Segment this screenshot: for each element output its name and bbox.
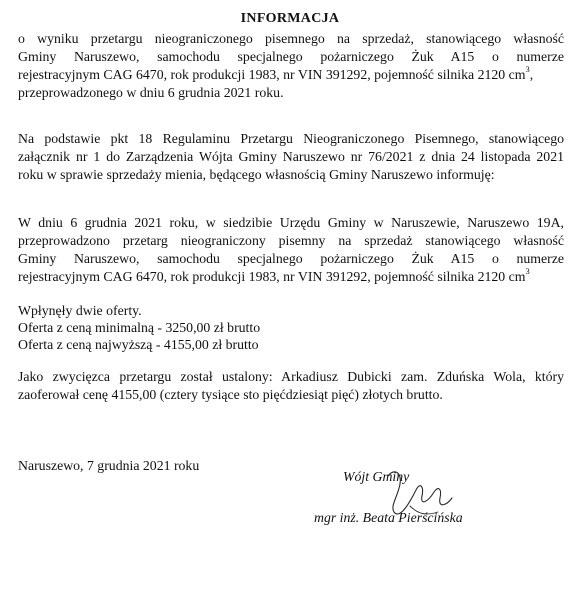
signature-name: mgr inż. Beata Pierścińska (314, 510, 463, 525)
winner-line-1: Jako zwycięzca przetargu został ustalony: Arkadiusz Dubicki zam. Zduńska Wola, który (18, 369, 564, 384)
details-line-4-text: rejestracyjnym CAG 6470, rok produkcji 1983, nr VIN 391292, pojemność silnika 2120 cm (18, 269, 526, 284)
winner-paragraph (18, 368, 564, 404)
intro-line-1: o wyniku przetargu nieograniczonego pisemnego na sprzedaż, stanowiącego własność (18, 31, 564, 46)
intro-line-2: Gminy Naruszewo, samochodu specjalnego pożarniczego Żuk A15 o numerze (18, 49, 564, 64)
details-paragraph (18, 214, 564, 286)
intro-line-3-end: , (529, 67, 534, 82)
intro-line-3 (18, 66, 564, 84)
details-line-4 (18, 268, 564, 286)
offer-maximum-line: Oferta z ceną najwyższą - 4155,00 zł brutto (18, 337, 259, 352)
intro-line-3-superscript: 3 (525, 64, 530, 74)
basis-paragraph (18, 130, 564, 184)
place-date: Naruszewo, 7 grudnia 2021 roku (18, 458, 200, 473)
winner-line-2: zaoferował cenę 4155,00 (cztery tysiące sto pięćdziesiąt pięć) złotych brutto. (18, 387, 443, 402)
details-line-1: W dniu 6 grudnia 2021 roku, w siedzibie Urzędu Gminy w Naruszewie, Naruszewo 19A, (18, 215, 564, 230)
offers-block (18, 302, 260, 353)
document-title: INFORMACJA (240, 11, 340, 26)
basis-line-1: Na podstawie pkt 18 Regulaminu Przetargu Nieograniczonego Pisemnego, stanowiącego (18, 131, 564, 146)
signature-role: Wójt Gminy (343, 469, 410, 484)
details-line-2: przeprowadzono przetarg nieograniczony pisemny na sprzedaż stanowiącego własność (18, 233, 564, 248)
offers-count-line: Wpłynęły dwie oferty. (18, 303, 142, 318)
details-line-4-superscript: 3 (525, 266, 530, 276)
intro-paragraph (18, 30, 564, 102)
details-line-3: Gminy Naruszewo, samochodu specjalnego pożarniczego Żuk A15 o numerze (18, 251, 564, 266)
basis-line-3: roku w sprawie sprzedaży mienia, będącego własnością Gminy Naruszewo informuję: (18, 167, 495, 182)
intro-line-4: przeprowadzonego w dniu 6 grudnia 2021 roku. (18, 85, 284, 100)
offer-minimum-line: Oferta z ceną minimalną - 3250,00 zł brutto (18, 320, 261, 335)
basis-line-2: załącznik nr 1 do Zarządzenia Wójta Gminy Naruszewo nr 76/2021 z dnia 24 listopada 2021 (18, 149, 564, 164)
intro-line-3-text: rejestracyjnym CAG 6470, rok produkcji 1983, nr VIN 391292, pojemność silnika 2120 cm (18, 67, 526, 82)
